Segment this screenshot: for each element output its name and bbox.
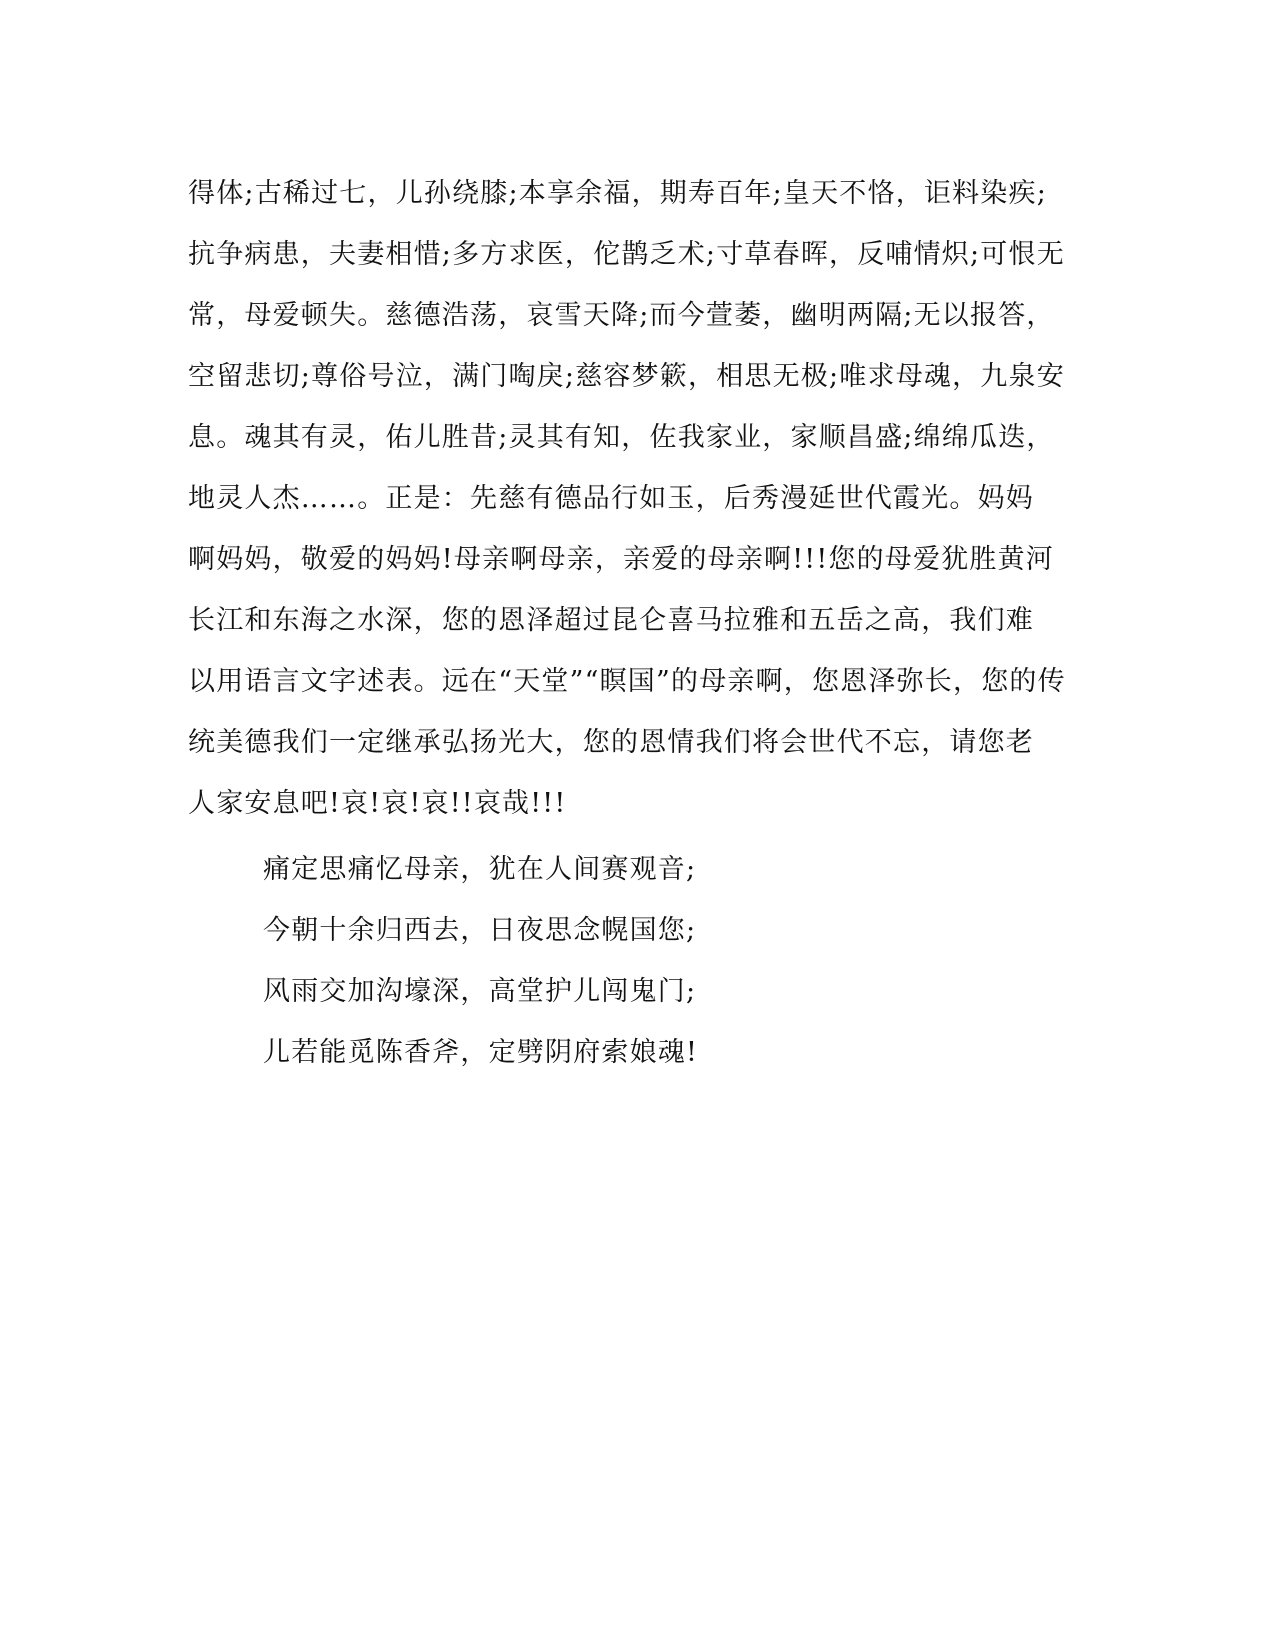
eulogy-paragraph xyxy=(188,163,1088,834)
paragraph-line: 人家安息吧!哀!哀!哀!!哀哉!!! xyxy=(188,788,567,819)
paragraph-line: 以用语言文字述表。远在“天堂”“瞑国”的母亲啊，您恩泽弥长，您的传 xyxy=(188,666,1066,697)
paragraph-line: 地灵人杰……。正是：先慈有德品行如玉，后秀漫延世代霞光。妈妈 xyxy=(188,483,1034,514)
paragraph-line: 常，母爱顿失。慈德浩荡，哀雪天降;而今萱萎，幽明两隔;无以报答， xyxy=(188,300,1055,331)
poem-line: 儿若能觅陈香斧，定劈阴府索娘魂! xyxy=(263,1037,699,1068)
memorial-poem xyxy=(263,839,963,1083)
paragraph-line: 得体;古稀过七，儿孙绕膝;本享余福，期寿百年;皇天不恪，讵料染疾; xyxy=(188,178,1047,209)
paragraph-line: 统美德我们一定继承弘扬光大，您的恩情我们将会世代不忘，请您老 xyxy=(188,727,1034,758)
poem-line: 今朝十余归西去，日夜思念幌国您; xyxy=(263,915,697,946)
paragraph-line: 空留悲切;尊俗号泣，满门啕戾;慈容梦簌，相思无极;唯求母魂，九泉安 xyxy=(188,361,1065,392)
poem-line: 风雨交加沟壕深，高堂护儿闯鬼门; xyxy=(263,976,697,1007)
paragraph-line: 抗争病患，夫妻相惜;多方求医，佗鹊乏术;寸草春晖，反哺情炽;可恨无 xyxy=(188,239,1065,270)
poem-line: 痛定思痛忆母亲，犹在人间赛观音; xyxy=(263,854,697,885)
paragraph-line: 息。魂其有灵，佑儿胜昔;灵其有知，佐我家业，家顺昌盛;绵绵瓜迭， xyxy=(188,422,1055,453)
paragraph-line: 长江和东海之水深，您的恩泽超过昆仑喜马拉雅和五岳之高，我们难 xyxy=(188,605,1034,636)
paragraph-line: 啊妈妈，敬爱的妈妈!母亲啊母亲，亲爱的母亲啊!!!您的母爱犹胜黄河 xyxy=(188,544,1054,575)
